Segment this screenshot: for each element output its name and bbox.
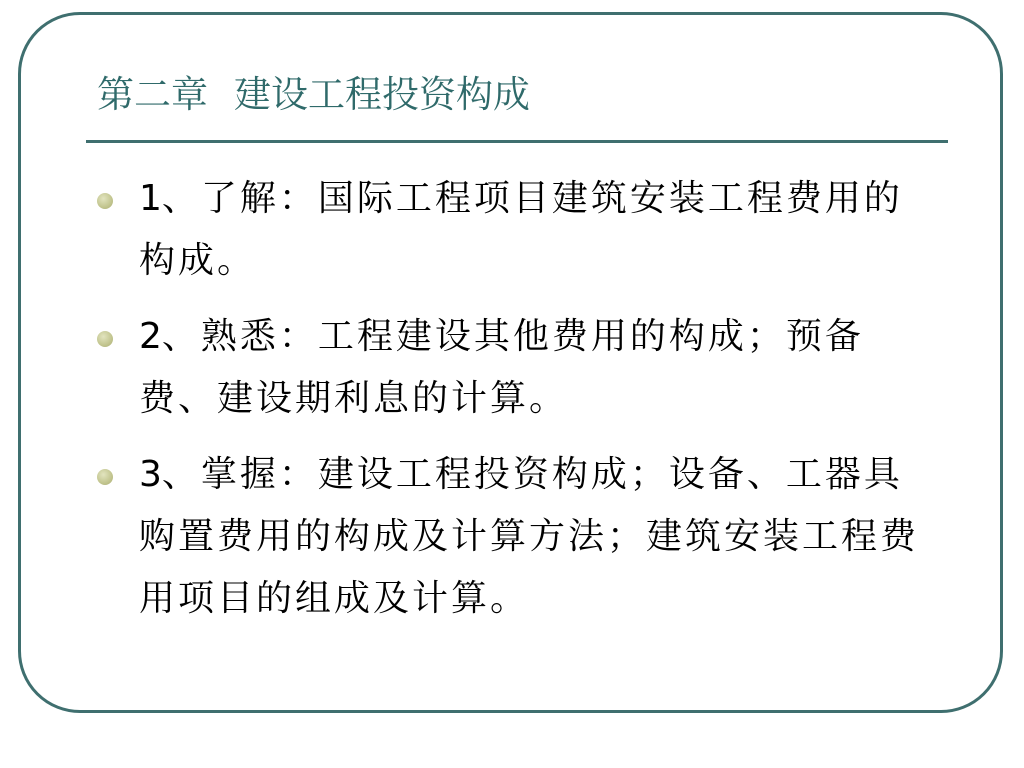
objectives-list bbox=[97, 168, 937, 644]
item-text: 、掌握：建设工程投资构成；设备、工器具购置费用的构成及计算方法；建筑安装工程费用项目的组成及计算。 bbox=[139, 454, 920, 619]
item-text: 、了解：国际工程项目建筑安装工程费用的构成。 bbox=[139, 178, 903, 281]
item-number: 1 bbox=[139, 178, 162, 219]
chapter-label: 第二章 bbox=[97, 73, 208, 116]
item-number: 2 bbox=[139, 316, 162, 357]
list-item bbox=[97, 444, 937, 630]
chapter-title: 建设工程投资构成 bbox=[234, 73, 530, 116]
item-number: 3 bbox=[139, 454, 162, 495]
bullet-dot-icon bbox=[97, 469, 113, 485]
list-item bbox=[97, 306, 937, 430]
item-text: 、熟悉：工程建设其他费用的构成；预备费、建设期利息的计算。 bbox=[139, 316, 864, 419]
bullet-dot-icon bbox=[97, 331, 113, 347]
slide-title bbox=[97, 70, 530, 120]
title-divider bbox=[86, 140, 948, 143]
list-item bbox=[97, 168, 937, 292]
bullet-dot-icon bbox=[97, 193, 113, 209]
